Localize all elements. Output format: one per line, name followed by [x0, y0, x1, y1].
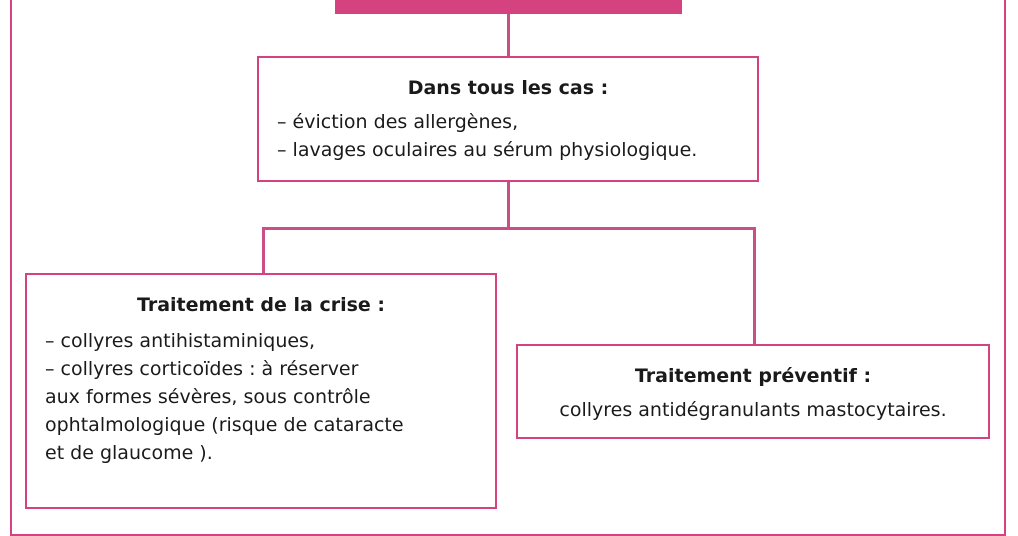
- connector-right-branch: [753, 227, 756, 344]
- all-cases-item: – éviction des allergènes,: [277, 111, 519, 133]
- crisis-treatment-line: aux formes sévères, sous contrôle: [45, 386, 371, 408]
- crisis-treatment-box: [25, 273, 497, 509]
- connector-top-down: [507, 182, 510, 228]
- connector-title-to-top: [507, 14, 510, 56]
- crisis-treatment-line: – collyres antihistaminiques,: [45, 330, 315, 352]
- connector-horizontal: [262, 227, 756, 230]
- crisis-treatment-line: – collyres corticoïdes : à réserver: [45, 358, 359, 380]
- crisis-treatment-title: Traitement de la crise :: [136, 294, 386, 316]
- crisis-treatment-line: et de glaucome ).: [45, 442, 213, 464]
- preventive-treatment-title: Traitement préventif :: [634, 365, 872, 387]
- preventive-treatment-box: [516, 344, 990, 439]
- all-cases-item: – lavages oculaires au sérum physiologique.: [277, 139, 698, 161]
- all-cases-title: Dans tous les cas :: [407, 77, 609, 99]
- connector-left-branch: [262, 227, 265, 273]
- all-cases-box: [257, 56, 759, 182]
- title-banner: [335, 0, 682, 14]
- preventive-treatment-text: collyres antidégranulants mastocytaires.: [559, 399, 947, 421]
- crisis-treatment-line: ophtalmologique (risque de cataracte: [45, 414, 404, 436]
